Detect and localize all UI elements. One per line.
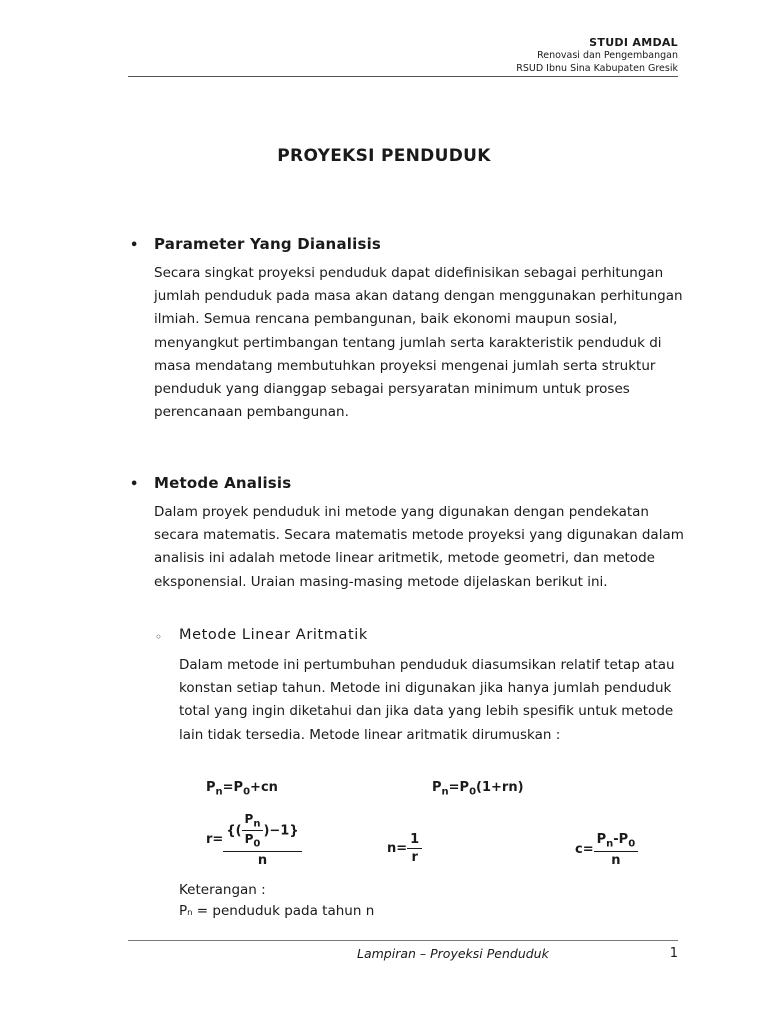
section-paragraph-parameter: Secara singkat proyeksi penduduk dapat didefinisikan sebagai perhitungan jumlah penduduk pada masa akan datang dengan menggunakan perhitungan ilmiah. Semua rencana pembangunan, baik ekonomi maupun sosial, menyangkut pertimbangan tentang jumlah serta karakteristik penduduk di masa mendatang membutuhkan proyeksi mengenai jumlah serta struktur penduduk yang dianggap sebagai persyaratan minimum untuk proses perencanaan pembangunan. xyxy=(154,265,683,421)
sub-bullet-icon: ◦ xyxy=(155,630,163,644)
section-heading-parameter: Parameter Yang Dianalisis xyxy=(154,235,382,253)
legend-label: Keterangan : xyxy=(179,882,266,898)
formula-text-f1: $P_n=P_0+cn$ xyxy=(206,780,278,798)
legend-item: Pₙ = penduduk pada tahun n xyxy=(179,903,375,919)
page-number: 1 xyxy=(669,946,678,961)
footer-divider xyxy=(128,940,678,941)
bullet-icon: • xyxy=(130,477,139,492)
header-institution: RSUD Ibnu Sina Kabupaten Gresik xyxy=(516,63,678,74)
subsection-heading: Metode Linear Aritmatik xyxy=(179,627,368,643)
header-divider xyxy=(128,76,678,77)
formula-geometric xyxy=(432,780,524,798)
formula-c xyxy=(575,832,638,868)
section-heading-metode: Metode Analisis xyxy=(154,474,292,492)
formula-text-f2: $P_n=P_0(1+rn)$ xyxy=(432,780,524,798)
formula-text-f3: r= {( $\frac{P_n}{P_0}$ )−1} n xyxy=(206,812,302,868)
formula-linear xyxy=(206,780,278,798)
header-subtitle: Renovasi dan Pengembangan xyxy=(537,50,678,61)
footer-caption: Lampiran – Proyeksi Penduduk xyxy=(357,946,549,961)
header-title: STUDI AMDAL xyxy=(589,36,678,49)
bullet-icon: • xyxy=(130,238,139,253)
formula-n xyxy=(387,832,422,865)
page-title: PROYEKSI PENDUDUK xyxy=(277,146,491,166)
formula-text-f5: c= $\frac{P_n-P_0}{n}$ xyxy=(575,832,638,868)
subsection-paragraph: Dalam metode ini pertumbuhan penduduk diasumsikan relatif tetap atau konstan setiap tahun. Metode ini digunakan jika hanya jumlah penduduk total yang ingin diketahui dan jika data yang lebih spesifik untuk metode lain tidak tersedia. Metode linear aritmatik dirumuskan : xyxy=(179,657,675,743)
formula-text-f4: n= $\frac{1}{r}$ xyxy=(387,832,422,865)
section-paragraph-metode: Dalam proyek penduduk ini metode yang digunakan dengan pendekatan secara matematis. Secara matematis metode proyeksi yang digunakan dalam analisis ini adalah metode linear aritmetik, metode geometri, dan metode eksponensial. Uraian masing-masing metode dijelaskan berikut ini. xyxy=(154,504,684,590)
formula-r xyxy=(206,812,302,868)
document-header xyxy=(516,36,678,75)
